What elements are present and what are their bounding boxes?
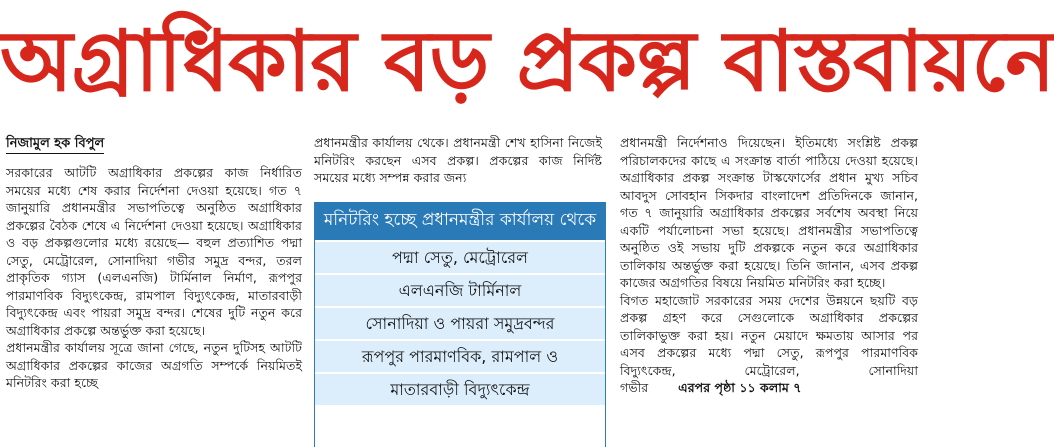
continuation-note: এরপর পৃষ্ঠা ১১ কলাম ৭ — [678, 380, 802, 395]
paragraph — [620, 292, 918, 397]
paragraph: প্রধানমন্ত্রী নির্দেশনাও দিয়েছেন। ইতিমধ্যে সংশ্লিষ্ট প্রকল্প পরিচালকদের কাছে এ সংক্রান্ত বার্তা পাঠিয়ে দেওয়া হয়েছে। অগ্রাধিকার প্রকল্প সংক্রান্ত টাস্কফোর্সের প্রধান মুখ্য সচিব আবদুস সোবহান সিকদার বাংলাদেশ প্রতিদিনকে জানান, গত ৭ জানুয়ারি অগ্রাধিকার প্রকল্পের সর্বশেষ অবস্থা নিয়ে একটি পর্যালোচনা সভা হয়েছে। প্রধানমন্ত্রীর সভাপতিত্বে অনুষ্ঠিত ওই সভায় দুটি প্রকল্পকে নতুন করে অগ্রাধিকার তালিকায় অন্তর্ভুক্ত করা হয়েছে। তিনি জানান, এসব প্রকল্প কাজের অগ্রগতির বিষয়ে নিয়মিত মনিটরিং করা হচ্ছে। — [620, 135, 918, 290]
article-column-3 — [620, 134, 918, 447]
highlight-box-item: সোনাদিয়া ও পায়রা সমুদ্রবন্দর — [315, 306, 605, 339]
paragraph: সরকারের আটটি অগ্রাধিকার প্রকল্পের কাজ নির্ধারিত সময়ের মধ্যে শেষ করার নির্দেশনা দেওয়া হয়েছে। গত ৭ জানুয়ারি প্রধানমন্ত্রীর সভাপতিত্বে অনুষ্ঠিত অগ্রাধিকার প্রকল্পের বৈঠক শেষে এ নির্দেশনা দেওয়া হয়েছে। অগ্রাধিকার ও বড় প্রকল্পগুলোর মধ্যে রয়েছে— বহুল প্রত্যাশিত পদ্মা সেতু, মেট্রোরেল, সোনাদিয়া গভীর সমুদ্র বন্দর, তরল প্রাকৃতিক গ্যাস (এলএনজি) টার্মিনাল নির্মাণ, রূপপুর পারমাণবিক বিদ্যুৎকেন্দ্র, রামপাল বিদ্যুৎকেন্দ্র, মাতারবাড়ী বিদ্যুৎকেন্দ্র এবং পায়রা সমুদ্র বন্দর। শেষের দুটি নতুন করে অগ্রাধিকার প্রকল্পে অন্তর্ভুক্ত করা হয়েছে। — [6, 165, 302, 338]
byline: নিজামুল হক বিপুল — [6, 135, 104, 154]
paragraph: প্রধানমন্ত্রীর কার্যালয় সূত্রে জানা গেছে, নতুন দুটিসহ আটটি অগ্রাধিকার প্রকল্পের কাজের অগ্রগতি সম্পর্কে নিয়মিতই মনিটরিং করা হচ্ছে — [6, 340, 302, 390]
article-column-2 — [314, 134, 602, 204]
paragraph: প্রধানমন্ত্রীর কার্যালয় থেকে। প্রধানমন্ত্রী শেখ হাসিনা নিজেই মনিটরিং করছেন এসব প্রকল্প। প্রকল্পের কাজ নির্দিষ্ট সময়ের মধ্যে সম্পন্ন করার জন্য — [314, 135, 602, 185]
highlight-box — [314, 202, 606, 447]
headline: অগ্রাধিকার বড় প্রকল্প বাস্তবায়নে — [0, 12, 1054, 110]
paragraph-text: বিগত মহাজোট সরকারের সময় দেশের উন্নয়নে ছয়টি বড় প্রকল্প গ্রহণ করে সেগুলোকে অগ্রাধিকার প্রকল্পের তালিকাভুক্ত করা হয়। নতুন মেয়াদে ক্ষমতায় আসার পর এসব প্রকল্পের মধ্যে পদ্মা সেতু, রূপপুর পারমাণবিক বিদ্যুৎকেন্দ্র, মেট্রোরেল, সোনাদিয়া গভীর — [620, 292, 918, 395]
highlight-box-item: পদ্মা সেতু, মেট্রোরেল — [315, 240, 605, 273]
highlight-box-item: মাতারবাড়ী বিদ্যুৎকেন্দ্র — [315, 372, 605, 405]
article-column-1 — [6, 134, 302, 447]
highlight-box-item: এলএনজি টার্মিনাল — [315, 273, 605, 306]
highlight-box-item: রূপপুর পারমাণবিক, রামপাল ও — [315, 339, 605, 372]
highlight-box-heading: মনিটরিং হচ্ছে প্রধানমন্ত্রীর কার্যালয় থেকে — [315, 202, 605, 240]
